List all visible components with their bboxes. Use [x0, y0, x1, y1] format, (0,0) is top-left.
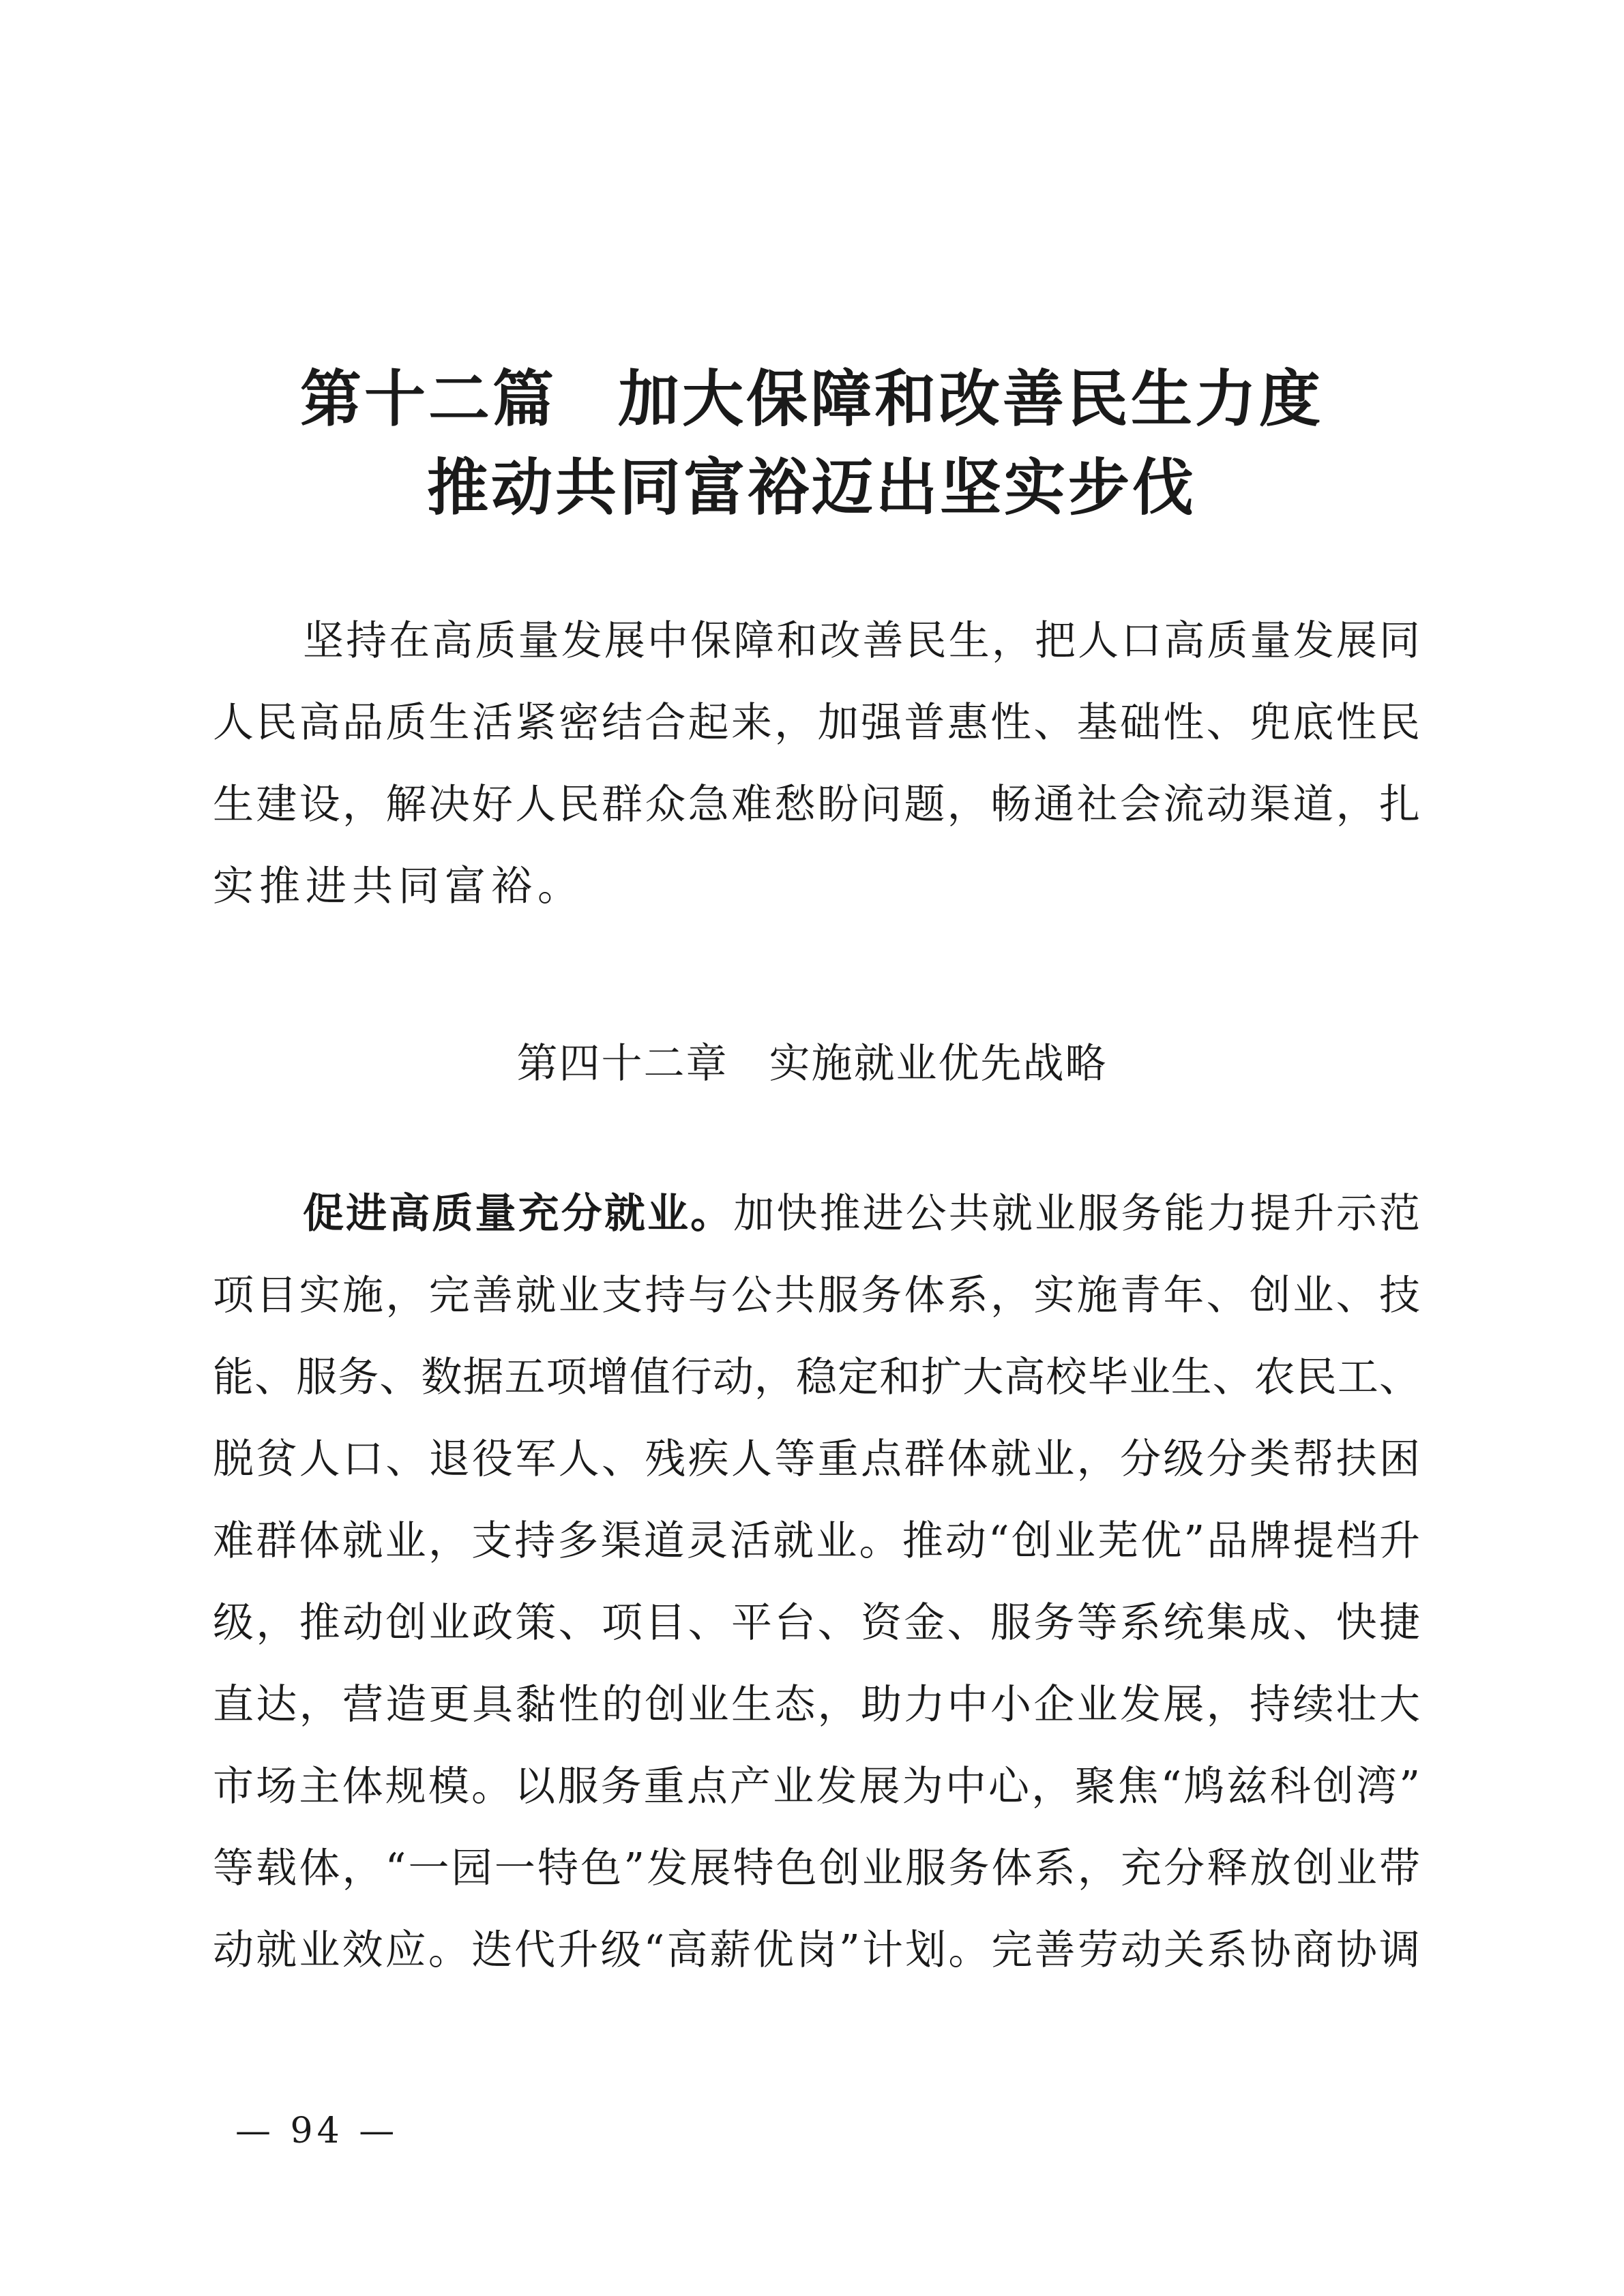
section-first-line [303, 1173, 1420, 1255]
section-line: 等载体，“一园一特色”发展特色创业服务体系，充分释放创业带 [213, 1845, 1420, 1892]
intro-line: 生建设，解决好人民群众急难愁盼问题，畅通社会流动渠道，扎 [213, 781, 1420, 829]
section-line: 市场主体规模。以服务重点产业发展为中心，聚焦“鸠兹科创湾” [213, 1763, 1420, 1810]
page-number: — 94 — [235, 2111, 399, 2151]
section-line: 动就业效应。迭代升级“高薪优岗”计划。完善劳动关系协商协调 [213, 1926, 1420, 1974]
intro-line: 人民高品质生活紧密结合起来，加强普惠性、基础性、兜底性民 [213, 699, 1420, 747]
section-line: 项目实施，完善就业支持与公共服务体系，实施青年、创业、技 [213, 1272, 1420, 1320]
part-title-text: 加大保障和改善民生力度 [618, 363, 1323, 435]
chapter-title: 实施就业优先战略 [769, 1040, 1108, 1088]
section-line: 能、服务、数据五项增值行动，稳定和扩大高校毕业生、农民工、 [213, 1354, 1420, 1401]
intro-line: 坚持在高质量发展中保障和改善民生，把人口高质量发展同 [303, 617, 1420, 665]
section-line: 直达，营造更具黏性的创业生态，助力中小企业发展，持续壮大 [213, 1681, 1420, 1729]
section-lead: 促进高质量充分就业。 [303, 1190, 734, 1238]
section-line: 难群体就业，支持多渠道灵活就业。推动“创业芜优”品牌提档升 [213, 1517, 1420, 1565]
chapter-heading [0, 1023, 1624, 1105]
chapter-number: 第四十二章 [516, 1040, 728, 1088]
intro-line: 实推进共同富裕。 [213, 863, 584, 910]
section-first-line-text: 加快推进公共就业服务能力提升示范 [733, 1190, 1421, 1238]
section-line: 级，推动创业政策、项目、平台、资金、服务等系统集成、快捷 [213, 1599, 1420, 1647]
section-line: 脱贫人口、退役军人、残疾人等重点群体就业，分级分类帮扶困 [213, 1435, 1420, 1483]
part-title-line-1 [205, 355, 1419, 443]
part-title-line-2: 推动共同富裕迈出坚实步伐 [427, 451, 1196, 524]
part-number: 第十二篇 [300, 363, 557, 435]
